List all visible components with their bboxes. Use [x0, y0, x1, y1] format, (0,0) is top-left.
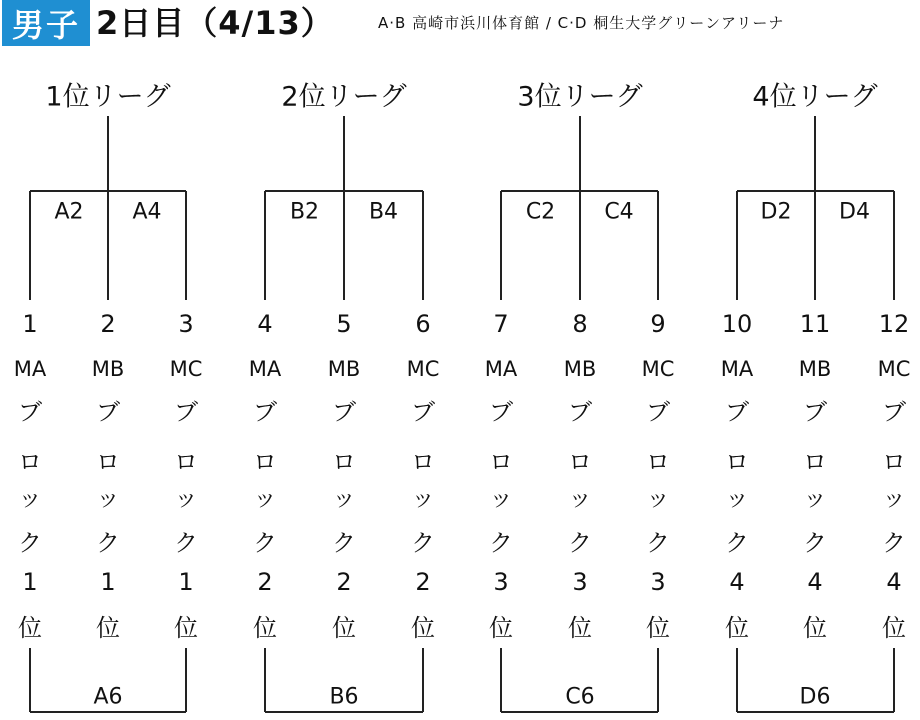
block-rank-char: 3 [572, 568, 588, 596]
block-rank-char: ク [646, 529, 670, 557]
block-rank-char: 位 [489, 614, 513, 642]
slot-number: 2 [100, 310, 116, 338]
match-code: D2 [760, 199, 792, 225]
block-rank-char: ブ [96, 398, 120, 426]
block-rank-char: ロ [411, 448, 435, 476]
block-rank-char: ロ [725, 448, 749, 476]
block-rank-char: ッ [568, 484, 592, 512]
bottom-match-code: B6 [329, 684, 359, 710]
block-label: MA [13, 357, 47, 381]
block-rank-char: ロ [18, 448, 42, 476]
match-code: B4 [368, 199, 399, 225]
block-rank-char: 位 [725, 614, 749, 642]
block-rank-char: 位 [411, 614, 435, 642]
block-rank-char: ク [489, 529, 513, 557]
block-rank-char: ッ [332, 484, 356, 512]
gender-badge: 男子 [2, 0, 90, 46]
slot-number: 3 [178, 310, 194, 338]
slot-number: 11 [799, 310, 831, 338]
block-rank-char: ロ [568, 448, 592, 476]
block-rank-char: ッ [725, 484, 749, 512]
block-rank-char: 位 [646, 614, 670, 642]
block-label: MB [327, 357, 361, 381]
match-code: B2 [289, 199, 320, 225]
block-label: MC [406, 357, 440, 381]
block-rank-char: ブ [803, 398, 827, 426]
block-rank-char: ブ [253, 398, 277, 426]
block-rank-char: ッ [882, 484, 906, 512]
block-rank-char: ッ [174, 484, 198, 512]
block-rank-char: ク [253, 529, 277, 557]
block-rank-char: ロ [96, 448, 120, 476]
block-rank-char: ッ [646, 484, 670, 512]
block-rank-char: ロ [253, 448, 277, 476]
venue-info: A·B 高崎市浜川体育館 / C·D 桐生大学グリーンアリーナ [378, 14, 785, 32]
block-rank-char: ク [725, 529, 749, 557]
block-rank-char: ク [174, 529, 198, 557]
block-rank-char: ロ [489, 448, 513, 476]
block-rank-char: ロ [332, 448, 356, 476]
block-rank-char: 位 [253, 614, 277, 642]
block-rank-char: 2 [336, 568, 352, 596]
slot-number: 1 [22, 310, 38, 338]
block-rank-char: ロ [174, 448, 198, 476]
block-rank-char: 位 [803, 614, 827, 642]
block-rank-char: ク [96, 529, 120, 557]
block-rank-char: 位 [174, 614, 198, 642]
block-rank-char: 1 [22, 568, 38, 596]
block-rank-char: ブ [568, 398, 592, 426]
slot-number: 10 [721, 310, 753, 338]
block-rank-char: ッ [253, 484, 277, 512]
block-rank-char: ブ [174, 398, 198, 426]
league-title: 4位リーグ [752, 81, 878, 113]
slot-number: 5 [336, 310, 352, 338]
block-rank-char: ク [882, 529, 906, 557]
slot-number: 4 [257, 310, 273, 338]
block-rank-char: ク [332, 529, 356, 557]
league-title: 2位リーグ [281, 81, 407, 113]
match-code: C4 [604, 199, 634, 225]
match-code: A4 [132, 199, 162, 225]
block-rank-char: ッ [489, 484, 513, 512]
block-label: MC [877, 357, 911, 381]
block-rank-char: ロ [646, 448, 670, 476]
block-rank-char: ッ [411, 484, 435, 512]
block-rank-char: 2 [415, 568, 431, 596]
block-rank-char: 3 [650, 568, 666, 596]
block-rank-char: ロ [882, 448, 906, 476]
block-rank-char: 4 [729, 568, 745, 596]
block-rank-char: ッ [18, 484, 42, 512]
block-rank-char: 位 [568, 614, 592, 642]
block-label: MC [641, 357, 675, 381]
block-rank-char: ブ [646, 398, 670, 426]
match-code: A2 [54, 199, 84, 225]
slot-number: 9 [650, 310, 666, 338]
block-rank-char: ク [803, 529, 827, 557]
block-rank-char: 位 [96, 614, 120, 642]
block-rank-char: ブ [725, 398, 749, 426]
block-rank-char: ッ [96, 484, 120, 512]
block-rank-char: ブ [332, 398, 356, 426]
block-rank-char: ブ [489, 398, 513, 426]
block-label: MB [798, 357, 832, 381]
block-rank-char: ロ [803, 448, 827, 476]
slot-number: 12 [878, 310, 910, 338]
block-rank-char: 1 [100, 568, 116, 596]
bottom-match-code: C6 [565, 684, 595, 710]
block-rank-char: 位 [18, 614, 42, 642]
slot-number: 6 [415, 310, 431, 338]
block-rank-char: ブ [882, 398, 906, 426]
block-rank-char: ブ [18, 398, 42, 426]
block-label: MA [248, 357, 282, 381]
block-rank-char: 1 [178, 568, 194, 596]
block-rank-char: ク [18, 529, 42, 557]
block-rank-char: 4 [807, 568, 823, 596]
block-rank-char: ッ [803, 484, 827, 512]
match-code: C2 [525, 199, 556, 225]
slot-number: 8 [572, 310, 588, 338]
match-code: D4 [839, 199, 870, 225]
day-title: 2日目（4/13） [96, 4, 334, 42]
bottom-match-code: A6 [93, 684, 123, 710]
block-rank-char: 位 [332, 614, 356, 642]
block-rank-char: 位 [882, 614, 906, 642]
block-rank-char: 3 [493, 568, 509, 596]
league-title: 1位リーグ [45, 81, 171, 113]
bottom-match-code: D6 [799, 684, 831, 710]
block-label: MB [563, 357, 597, 381]
block-label: MA [720, 357, 754, 381]
block-rank-char: 4 [886, 568, 902, 596]
block-rank-char: ク [568, 529, 592, 557]
league-title: 3位リーグ [517, 81, 643, 113]
block-rank-char: 2 [257, 568, 273, 596]
block-rank-char: ク [411, 529, 435, 557]
block-rank-char: ブ [411, 398, 435, 426]
block-label: MA [484, 357, 518, 381]
block-label: MC [169, 357, 203, 381]
block-label: MB [91, 357, 125, 381]
slot-number: 7 [493, 310, 509, 338]
